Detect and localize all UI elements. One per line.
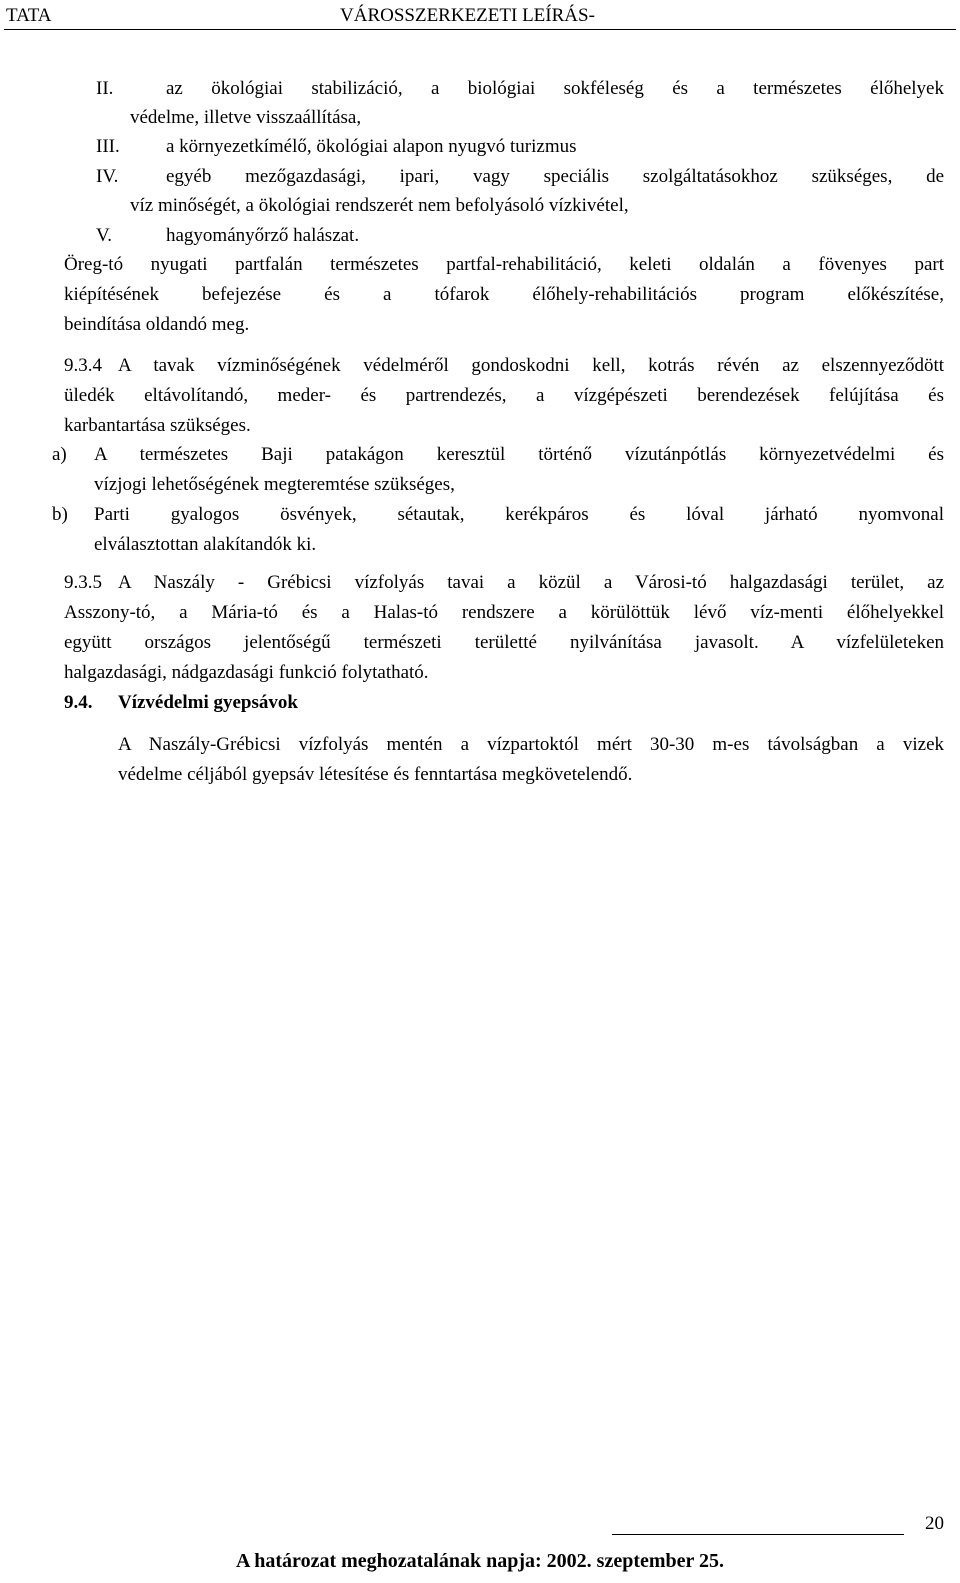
list-item-text: víz minőségét, a ökológiai rendszerét nem befolyásoló vízkivétel, <box>130 195 629 216</box>
list-label: b) <box>52 504 68 525</box>
paragraph-line: üledék eltávolítandó, meder- és partrendezés, a vízgépészeti berendezések felújítása és <box>64 385 944 406</box>
page-footer: A határozat meghozatalának napja: 2002. szeptember 25. <box>235 1550 725 1572</box>
section-number: 9.4. <box>64 692 93 713</box>
list-num: II. <box>96 78 114 99</box>
list-item-text: a környezetkímélő, ökológiai alapon nyugvó turizmus <box>166 136 577 157</box>
page-number: 20 <box>925 1513 944 1534</box>
list-item-text: A természetes Baji patakágon keresztül történő vízutánpótlás környezetvédelmi és <box>94 444 944 465</box>
footer-rule <box>612 1534 904 1535</box>
paragraph-line: karbantartása szükséges. <box>64 415 251 436</box>
list-item-text: vízjogi lehetőségének megteremtése szükséges, <box>94 474 455 495</box>
list-num: V. <box>96 225 113 246</box>
paragraph-line: kiépítésének befejezése és a tófarok élőhely-rehabilitációs program előkészítése, <box>64 284 944 305</box>
header-title: VÁROSSZERKEZETI LEÍRÁS- <box>340 5 595 26</box>
list-item-text: egyéb mezőgazdasági, ipari, vagy speciális szolgáltatásokhoz szükséges, de <box>166 166 944 187</box>
section-number: 9.3.4 <box>64 355 102 376</box>
paragraph-line: A Naszály-Grébicsi vízfolyás mentén a vízpartoktól mért 30-30 m-es távolságban a vizek <box>118 734 944 755</box>
list-item-text: az ökológiai stabilizáció, a biológiai sokféleség és a természetes élőhelyek <box>166 78 944 99</box>
list-num: III. <box>96 136 120 157</box>
paragraph-line: Asszony-tó, a Mária-tó és a Halas-tó rendszere a körülöttük lévő víz-menti élőhelyekkel <box>64 602 944 623</box>
section-heading: Vízvédelmi gyepsávok <box>118 692 298 713</box>
page-header <box>0 0 960 30</box>
list-item-text: Parti gyalogos ösvények, sétautak, kerékpáros és lóval járható nyomvonal <box>94 504 944 525</box>
paragraph-line: együtt országos jelentőségű természeti területté nyilvánítása javasolt. A vízfelületeken <box>64 632 944 653</box>
paragraph-line: Öreg-tó nyugati partfalán természetes partfal-rehabilitáció, keleti oldalán a fövenyes part <box>64 254 944 275</box>
list-item-text: elválasztottan alakítandók ki. <box>94 534 317 555</box>
paragraph-line: A tavak vízminőségének védelméről gondoskodni kell, kotrás révén az elszennyeződött <box>118 355 944 376</box>
paragraph-line: beindítása oldandó meg. <box>64 314 250 335</box>
paragraph-line: A Naszály - Grébicsi vízfolyás tavai a közül a Városi-tó halgazdasági terület, az <box>118 572 944 593</box>
section-number: 9.3.5 <box>64 572 102 593</box>
paragraph-line: halgazdasági, nádgazdasági funkció folytatható. <box>64 662 429 683</box>
header-left-text: TATA <box>6 5 52 26</box>
paragraph-line: védelme céljából gyepsáv létesítése és fenntartása megkövetelendő. <box>118 764 633 785</box>
list-item-text: hagyományőrző halászat. <box>166 225 360 246</box>
list-item-text: védelme, illetve visszaállítása, <box>130 107 362 128</box>
list-label: a) <box>52 444 67 465</box>
list-num: IV. <box>96 166 119 187</box>
header-rule <box>4 29 956 30</box>
